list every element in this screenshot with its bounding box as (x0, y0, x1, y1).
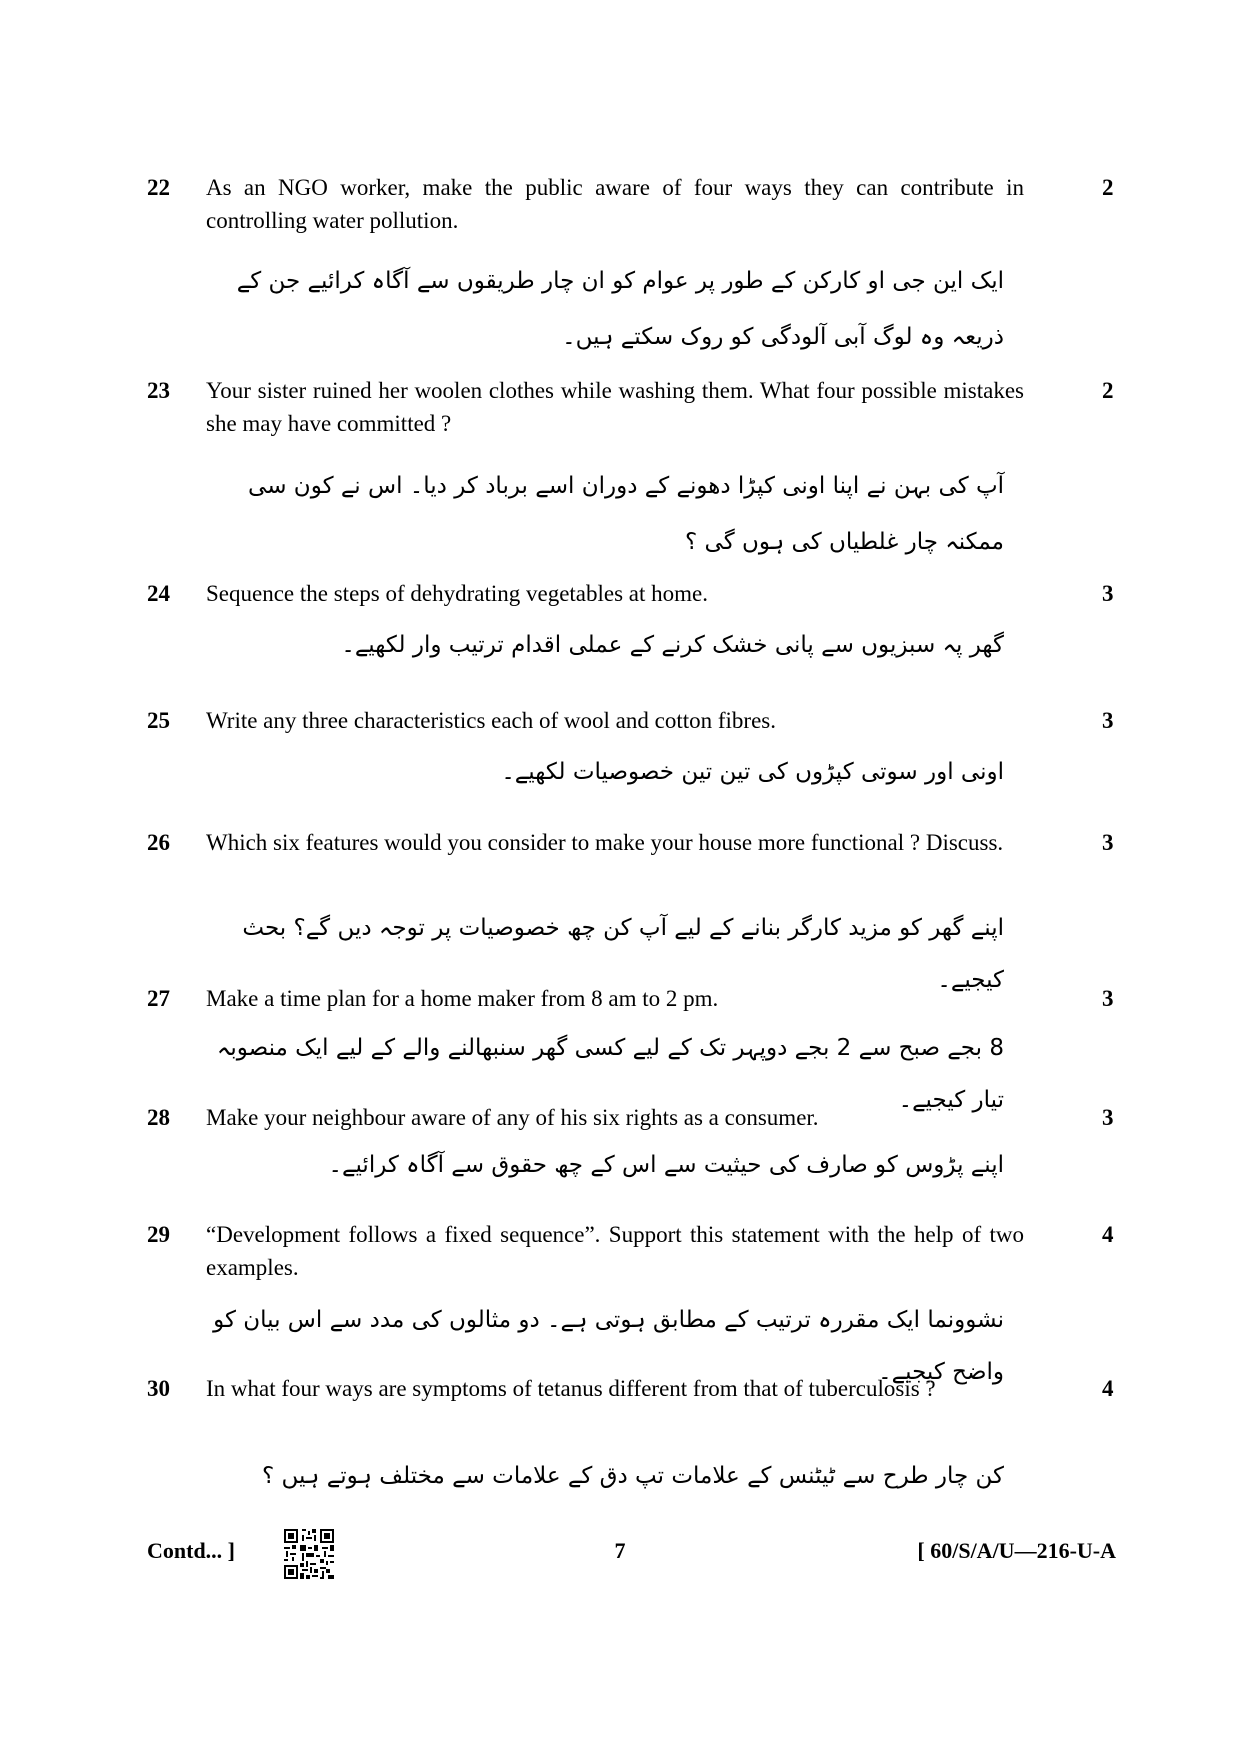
question-text-urdu: نشوونما ایک مقررہ ترتیب کے مطابق ہوتی ہے۔ دو مثالوں کی مدد سے اس بیان کو واضح کیجیے۔ (213, 1307, 1004, 1385)
question-text-urdu: اپنے گھر کو مزید کارگر بنانے کے لیے آپ کن چھ خصوصیات پر توجہ دیں گے؟ بحث کیجیے۔ (242, 915, 1004, 993)
question-text-english: Make your neighbour aware of any of his six rights as a consumer. (206, 1105, 819, 1130)
question-number: 25 (147, 708, 170, 733)
question-number: 29 (147, 1222, 170, 1247)
question-marks: 4 (1102, 1222, 1114, 1247)
question-marks: 2 (1102, 378, 1114, 403)
qr-code-icon (282, 1527, 336, 1581)
question-text-urdu: گھر پہ سبزیوں سے پانی خشک کرنے کے عملی اقدام ترتیب وار لکھیے۔ (341, 632, 1004, 658)
question-marks: 3 (1102, 708, 1114, 733)
question-text-urdu: اونی اور سوتی کپڑوں کی تین تین خصوصیات لکھیے۔ (501, 759, 1004, 785)
question-text-english: Write any three characteristics each of wool and cotton fibres. (206, 708, 776, 733)
question-text-english: In what four ways are symptoms of tetanus different from that of tuberculosis ? (206, 1376, 936, 1401)
question-text-urdu: کن چار طرح سے ٹیٹنس کے علامات تپ دق کے علامات سے مختلف ہوتے ہیں ؟ (261, 1463, 1004, 1489)
question-number: 30 (147, 1376, 170, 1401)
question-text-urdu: 8 بجے صبح سے 2 بجے دوپہر تک کے لیے کسی گھر سنبھالنے والے کے لیے ایک منصوبہ تیار کیجیے۔ (216, 1035, 1004, 1113)
question-marks: 3 (1102, 830, 1114, 855)
question-number: 26 (147, 830, 170, 855)
question-text-english: Make a time plan for a home maker from 8 am to 2 pm. (206, 986, 719, 1011)
question-text-urdu: آپ کی بہن نے اپنا اونی کپڑا دھونے کے دوران اسے برباد کر دیا۔ اس نے کون سی ممکنہ چار غلطیاں کی ہوں گی ؟ (248, 473, 1004, 555)
page-number: 7 (614, 1538, 626, 1563)
continued-label: Contd... ] (147, 1538, 236, 1563)
question-number: 28 (147, 1105, 170, 1130)
paper-code: [ 60/S/A/U—216-U-A (917, 1538, 1116, 1563)
question-text-english: Sequence the steps of dehydrating vegetables at home. (206, 581, 709, 606)
question-text-english: As an NGO worker, make the public aware of four ways they can contribute in controlling water pollution. (206, 175, 1024, 233)
question-text-english: “Development follows a fixed sequence”. Support this statement with the help of two examples. (206, 1222, 1024, 1280)
question-text-english: Which six features would you consider to make your house more functional ? Discuss. (206, 830, 1004, 855)
question-number: 27 (147, 986, 170, 1011)
question-text-english: Your sister ruined her woolen clothes while washing them. What four possible mistakes she may have committed ? (206, 378, 1024, 436)
question-marks: 4 (1102, 1376, 1114, 1401)
question-marks: 2 (1102, 175, 1114, 200)
question-number: 22 (147, 175, 170, 200)
question-marks: 3 (1102, 1105, 1114, 1130)
question-text-urdu: اپنے پڑوس کو صارف کی حیثیت سے اس کے چھ حقوق سے آگاہ کرائیے۔ (328, 1152, 1004, 1178)
page-footer (0, 1535, 1240, 1575)
question-number: 23 (147, 378, 170, 403)
question-marks: 3 (1102, 581, 1114, 606)
question-text-urdu: ایک این جی او کارکن کے طور پر عوام کو ان چار طریقوں سے آگاہ کرائیے جن کے ذریعہ وہ لوگ آبی آلودگی کو روک سکتے ہیں۔ (236, 268, 1004, 350)
question-number: 24 (147, 581, 170, 606)
question-marks: 3 (1102, 986, 1114, 1011)
